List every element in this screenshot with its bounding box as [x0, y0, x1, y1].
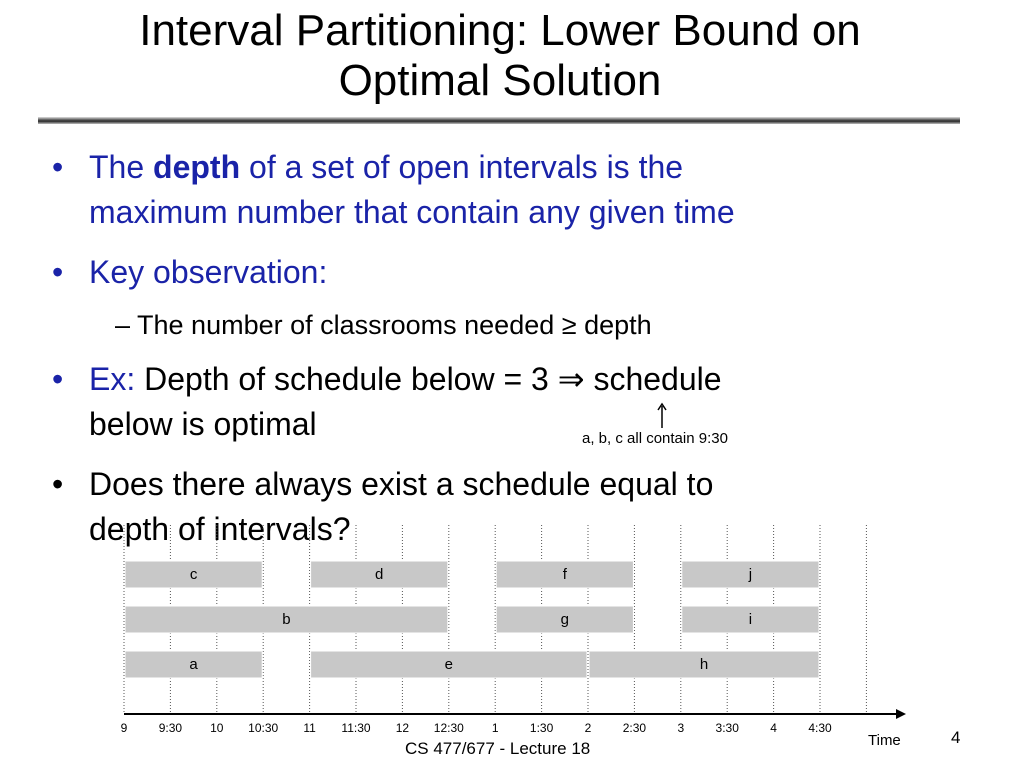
annotation-note: a, b, c all contain 9:30 — [582, 430, 728, 447]
interval-label-c: c — [189, 566, 198, 583]
tick-label: 4 — [770, 721, 777, 735]
axis-arrowhead — [896, 709, 906, 719]
title-line-1: Interval Partitioning: Lower Bound on — [139, 6, 861, 55]
interval-label-g: g — [560, 611, 569, 628]
bullet-marker: • — [52, 466, 64, 502]
tick-label: 12:30 — [433, 721, 464, 735]
title-line-2: Optimal Solution — [338, 56, 662, 105]
bullet3-rest: Depth of schedule below = 3 ⇒ schedule — [135, 361, 722, 397]
time-axis-label: Time — [868, 732, 901, 749]
interval-label-h: h — [699, 656, 709, 673]
interval-label-b: b — [282, 611, 291, 628]
interval-label-d: d — [375, 566, 384, 583]
bullet-marker: • — [52, 149, 64, 185]
bullet-marker: • — [52, 254, 64, 290]
bullet4-line1: Does there always exist a schedule equal to — [89, 466, 714, 502]
interval-label-i: i — [748, 611, 753, 628]
bullet1-depth-term: depth — [153, 149, 241, 185]
tick-label: 12 — [395, 721, 410, 735]
tick-label: 2:30 — [622, 721, 647, 735]
bullet2-text: Key observation: — [89, 254, 328, 290]
tick-label: 1 — [491, 721, 499, 735]
tick-label: 9:30 — [158, 721, 183, 735]
bullet4-line2: depth of intervals? — [89, 511, 351, 547]
tick-label: 9 — [120, 721, 128, 735]
tick-label: 2 — [584, 721, 592, 735]
tick-label: 10 — [210, 721, 224, 735]
page-number: 4 — [951, 728, 961, 747]
tick-label: 3 — [677, 721, 685, 735]
bullet1-rest: of a set of open intervals is the — [240, 149, 684, 185]
tick-label: 4:30 — [808, 721, 832, 735]
tick-label: 10:30 — [248, 721, 279, 735]
interval-label-f: f — [562, 566, 567, 583]
footer-text: CS 477/677 - Lecture 18 — [405, 739, 591, 758]
tick-label: 11 — [303, 721, 316, 735]
tick-label: 11:30 — [341, 721, 371, 735]
sub-bullet-classrooms: – The number of classrooms needed ≥ depth — [115, 310, 652, 340]
bullet1-line2: maximum number that contain any given time — [89, 194, 735, 230]
tick-label: 1:30 — [529, 721, 554, 735]
bullet3-ex: Ex: — [89, 361, 136, 397]
interval-label-e: e — [444, 656, 453, 673]
bullet1-the: The — [89, 149, 154, 185]
tick-label: 3:30 — [715, 721, 739, 735]
bullet3-line2: below is optimal — [89, 406, 317, 442]
interval-label-a: a — [189, 656, 198, 673]
bullet-marker: • — [52, 361, 64, 397]
interval-label-j: j — [748, 566, 753, 583]
